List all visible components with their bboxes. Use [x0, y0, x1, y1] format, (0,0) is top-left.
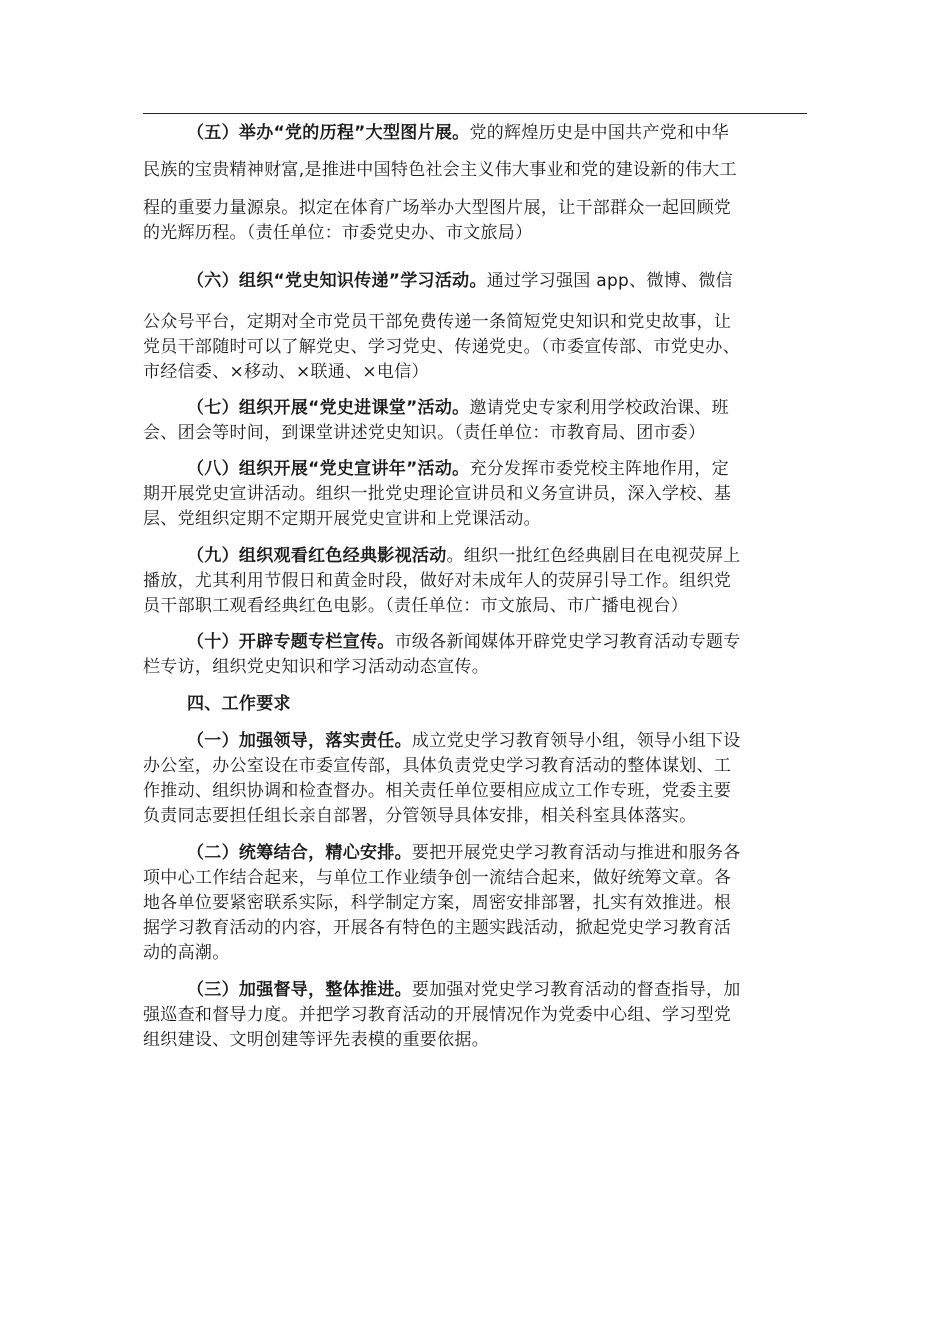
paragraph-8-line-1: （八）组织开展“党史宣讲年”活动。充分发挥市委党校主阵地作用，定 — [187, 459, 729, 479]
section-heading-work-requirements: 四、工作要求 — [187, 694, 291, 714]
requirement-2-line-1: （二）统筹结合，精心安排。要把开展党史学习教育活动与推进和服务各 — [187, 843, 741, 863]
paragraph-5-line-3: 程的重要力量源泉。拟定在体育广场举办大型图片展，让干部群众一起回顾党 — [143, 198, 732, 218]
requirement-3-heading: （三）加强督导，整体推进。 — [187, 980, 412, 1000]
paragraph-7-line-2: 会、团会等时间，到课堂讲述党史知识。（责任单位：市教育局、团市委） — [143, 423, 706, 443]
paragraph-7-heading: （七）组织开展“党史进课堂”活动。 — [187, 398, 470, 418]
paragraph-5-heading: （五）举办“党的历程”大型图片展。 — [187, 123, 470, 143]
requirement-1-line-3: 作推动、组织协调和检查督办。相关责任单位要相应成立工作专班，党委主要 — [143, 781, 732, 801]
paragraph-5-line-1: （五）举办“党的历程”大型图片展。党的辉煌历史是中国共产党和中华 — [187, 123, 729, 143]
paragraph-10-line-1: （十）开辟专题专栏宣传。市级各新闻媒体开辟党史学习教育活动专题专 — [187, 632, 741, 652]
paragraph-5-line-4: 的光辉历程。（责任单位：市委党史办、市文旅局） — [143, 223, 533, 243]
paragraph-8-line-3: 层、党组织定期不定期开展党史宣讲和上党课活动。 — [143, 509, 541, 529]
requirement-1-line-2: 办公室，办公室设在市委宣传部，具体负责党史学习教育活动的整体谋划、工 — [143, 756, 732, 776]
paragraph-7-line-1: （七）组织开展“党史进课堂”活动。邀请党史专家利用学校政治课、班 — [187, 398, 729, 418]
paragraph-6-line-1: （六）组织“党史知识传递”学习活动。通过学习强国 app、微博、微信 — [187, 271, 733, 291]
requirement-2-line-3: 地各单位要紧密联系实际，科学制定方案，周密安排部署，扎实有效推进。根 — [143, 893, 732, 913]
requirement-3-line-2: 强巡查和督导力度。并把学习教育活动的开展情况作为党委中心组、学习型党 — [143, 1005, 732, 1025]
requirement-1-heading: （一）加强领导，落实责任。 — [187, 731, 412, 751]
paragraph-9-line-1: （九）组织观看红色经典影视活动。组织一批红色经典剧目在电视荧屏上 — [187, 546, 741, 566]
requirement-2-heading: （二）统筹结合，精心安排。 — [187, 843, 412, 863]
paragraph-9-line-2: 播放，尤其利用节假日和黄金时段，做好对未成年人的荧屏引导工作。组织党 — [143, 571, 732, 591]
paragraph-8-line-2: 期开展党史宣讲活动。组织一批党史理论宣讲员和义务宣讲员，深入学校、基 — [143, 484, 732, 504]
paragraph-6-line-4: 市经信委、×移动、×联通、×电信） — [143, 362, 429, 382]
paragraph-10-line-2: 栏专访，组织党史知识和学习活动动态宣传。 — [143, 657, 489, 677]
requirement-1-line-4: 负责同志要担任组长亲自部署，分管领导具体安排，相关科室具体落实。 — [143, 806, 697, 826]
requirement-3-line-3: 组织建设、文明创建等评先表模的重要依据。 — [143, 1030, 489, 1050]
paragraph-6-line-2: 公众号平台，定期对全市党员干部免费传递一条简短党史知识和党史故事，让 — [143, 312, 732, 332]
requirement-3-line-1: （三）加强督导，整体推进。要加强对党史学习教育活动的督查指导，加 — [187, 980, 741, 1000]
paragraph-5-line-2: 民族的宝贵精神财富,是推进中国特色社会主义伟大事业和党的建设新的伟大工 — [143, 160, 737, 180]
requirement-2-line-5: 动的高潮。 — [143, 943, 230, 963]
paragraph-9-line-3: 员干部职工观看经典红色电影。（责任单位：市文旅局、市广播电视台） — [143, 596, 689, 616]
requirement-2-line-4: 据学习教育活动的内容，开展各有特色的主题实践活动，掀起党史学习教育活 — [143, 918, 732, 938]
paragraph-6-heading: （六）组织“党史知识传递”学习活动。 — [187, 271, 487, 291]
requirement-1-line-1: （一）加强领导，落实责任。成立党史学习教育领导小组，领导小组下设 — [187, 731, 741, 751]
header-rule — [143, 113, 807, 114]
requirement-2-line-2: 项中心工作结合起来，与单位工作业绩争创一流结合起来，做好统筹文章。各 — [143, 868, 732, 888]
paragraph-9-heading: （九）组织观看红色经典影视活动 — [187, 546, 447, 566]
paragraph-10-heading: （十）开辟专题专栏宣传。 — [187, 632, 395, 652]
paragraph-8-heading: （八）组织开展“党史宣讲年”活动。 — [187, 459, 470, 479]
paragraph-6-line-3: 党员干部随时可以了解党史、学习党史、传递党史。（市委宣传部、市党史办、 — [143, 337, 740, 357]
